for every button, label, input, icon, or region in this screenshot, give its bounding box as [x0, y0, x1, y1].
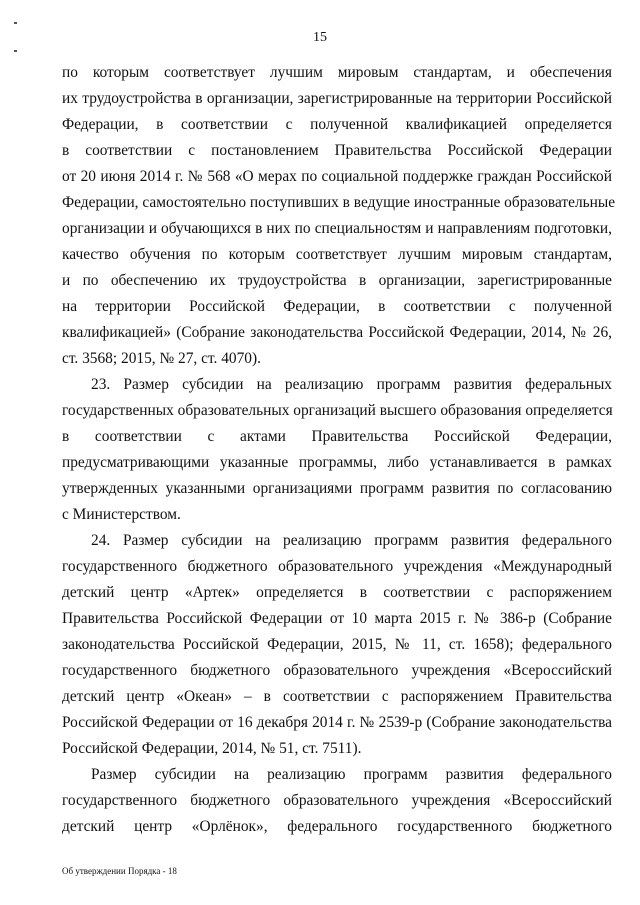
- text-line: государственного бюджетного образовательного учреждения «Всероссийский: [62, 792, 612, 809]
- text-line: качество обучения по которым соответствует лучшим мировым стандартам,: [62, 246, 612, 263]
- text-line: организации и обучающихся в них по специальностям и направлениям подготовки,: [62, 220, 612, 237]
- text-line: предусматривающими указанные программы, либо устанавливается в рамках: [62, 454, 612, 471]
- text-line: законодательства Российской Федерации, 2015, № 11, ст. 1658); федерального: [62, 636, 612, 653]
- text-line: утвержденных указанными организациями программ развития по согласованию: [62, 480, 612, 497]
- text-line: их трудоустройства в организации, зарегистрированные на территории Российской: [62, 90, 612, 107]
- text-line: с Министерством.: [62, 506, 181, 523]
- text-line: от 20 июня 2014 г. № 568 «О мерах по социальной поддержке граждан Российской: [62, 168, 612, 185]
- footer-note: Об утверждении Порядка - 18: [62, 866, 177, 876]
- text-line: Российской Федерации, 2014, № 51, ст. 7511).: [62, 740, 362, 757]
- text-line: в соответствии с актами Правительства Российской Федерации,: [62, 428, 612, 445]
- text-line: государственных образовательных организаций высшего образования определяется: [62, 402, 613, 419]
- scan-mark: [14, 50, 17, 52]
- text-line: на территории Российской Федерации, в соответствии с полученной: [62, 298, 612, 315]
- text-line: Правительства Российской Федерации от 10 марта 2015 г. № 386-р (Собрание: [62, 610, 612, 627]
- text-line: по которым соответствует лучшим мировым стандартам, и обеспечения: [62, 64, 612, 81]
- text-line: детский центр «Артек» определяется в соответствии с распоряжением: [62, 584, 612, 601]
- text-line: Российской Федерации от 16 декабря 2014 г. № 2539-р (Собрание законодательства: [62, 714, 612, 731]
- text-line: квалификацией» (Собрание законодательства Российской Федерации, 2014, № 26,: [62, 324, 612, 341]
- paragraph-start: Размер субсидии на реализацию программ развития федерального: [91, 766, 612, 783]
- text-line: ст. 3568; 2015, № 27, ст. 4070).: [62, 350, 261, 367]
- page-number: 15: [313, 30, 327, 45]
- text-line: Федерации, самостоятельно поступивших в ведущие иностранные образовательные: [62, 194, 616, 211]
- text-line: и по обеспечению их трудоустройства в организации, зарегистрированные: [62, 272, 612, 289]
- text-line: в соответствии с постановлением Правительства Российской Федерации: [62, 142, 612, 159]
- scan-mark: [14, 22, 17, 24]
- text-line: Федерации, в соответствии с полученной квалификацией определяется: [62, 116, 612, 133]
- text-line: государственного бюджетного образовательного учреждения «Всероссийский: [62, 662, 612, 679]
- paragraph-24-start: 24. Размер субсидии на реализацию программ развития федерального: [91, 532, 612, 549]
- text-line: государственного бюджетного образовательного учреждения «Международный: [62, 558, 612, 575]
- text-line: детский центр «Орлёнок», федерального государственного бюджетного: [62, 818, 612, 835]
- text-line: детский центр «Океан» – в соответствии с распоряжением Правительства: [62, 688, 612, 705]
- paragraph-23-start: 23. Размер субсидии на реализацию программ развития федеральных: [91, 376, 612, 393]
